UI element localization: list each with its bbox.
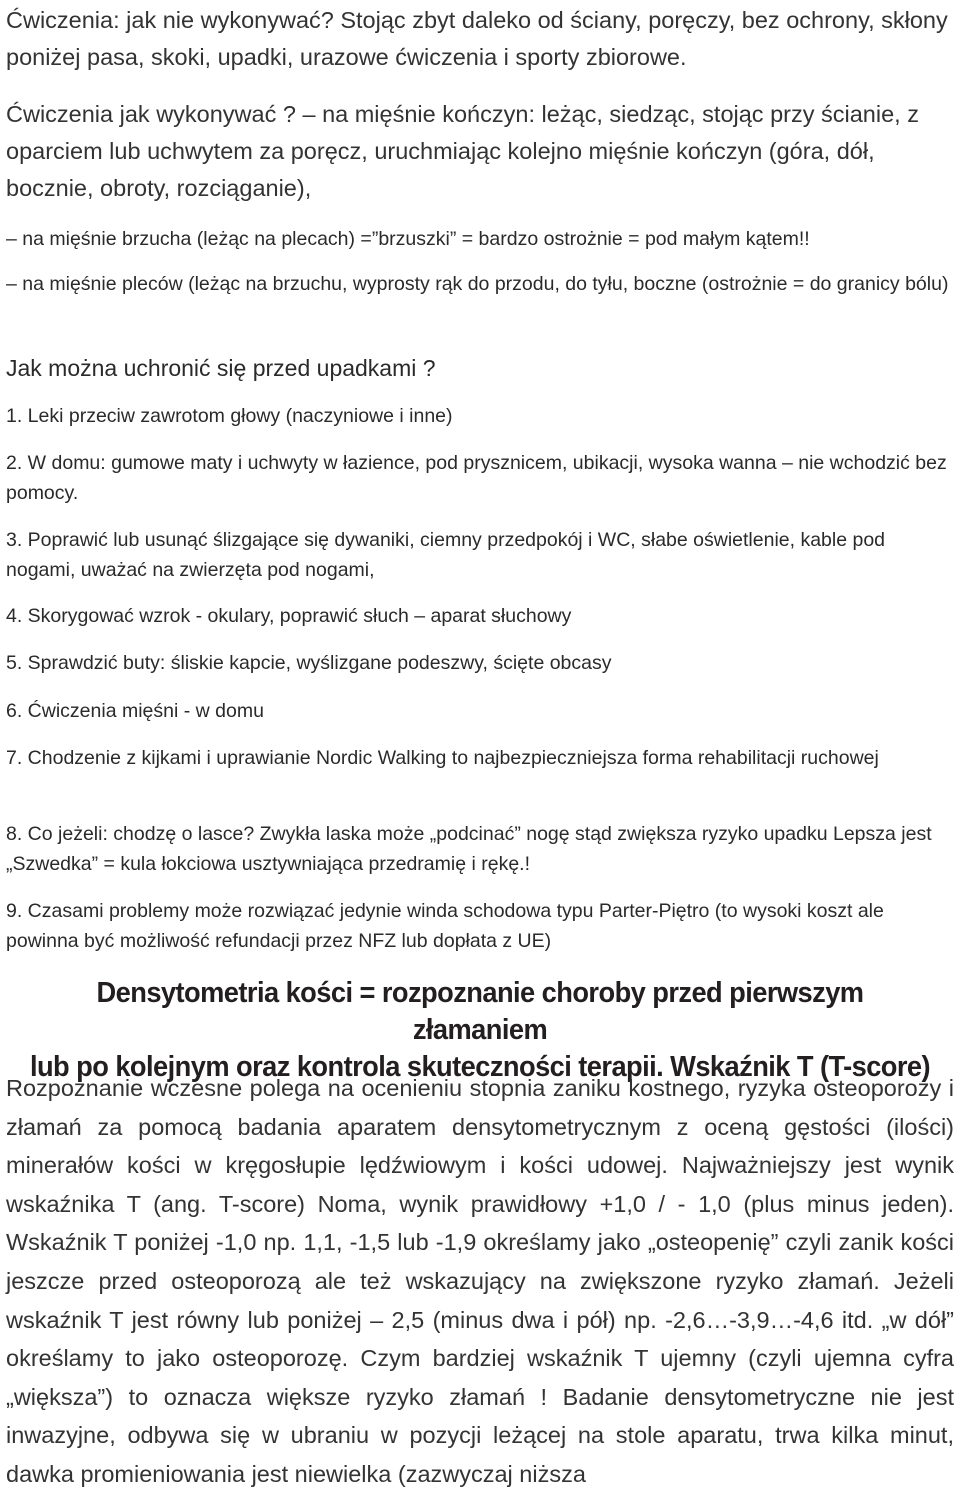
list-item-5: 5. Sprawdzić buty: śliskie kapcie, wyślizgane podeszwy, ścięte obcasy (6, 652, 612, 674)
list-item-4: 4. Skorygować wzrok - okulary, poprawić słuch – aparat słuchowy (6, 605, 572, 627)
list-item-6: 6. Ćwiczenia mięśni - w domu (6, 700, 264, 722)
dash-item-back: – na mięśnie pleców (leżąc na brzuchu, wyprosty rąk do przodu, do tyłu, boczne (ostrożnie = do granicy bólu) (6, 273, 949, 295)
list-item-3: 3. Poprawić lub usunąć ślizgające się dywaniki, ciemny przedpokój i WC, słabe oświetlenie, kable pod nogami, uważać na zwierzęta pod nogami, (6, 529, 886, 581)
densitometry-paragraph: Rozpoznanie wczesne polega na ocenieniu stopnia zaniku kostnego, ryzyka osteoporozy i złamań za pomocą badania aparatem densytometrycznym z oceną gęstości (ilości) minerałów kości w kręgosłupie lędźwiowym i kości udowej. Najważniejszy jest wynik wskaźnika T (ang. T-score) Noma, wynik prawidłowy +1,0 / - 1,0 (plus minus jeden). Wskaźnik T poniżej -1,0 np. 1,1, -1,5 lub -1,9 określamy jako „osteopenię” czyli zanik kości jeszcze przed osteoporozą ale też wskazujący na zwiększone ryzyko złamań. Jeżeli wskaźnik T jest równy lub poniżej – 2,5 (minus dwa i pół) np. -2,6…-3,9…-4,6 itd. „w dół” określamy to jako osteoporozę. Czym bardziej wskaźnik T ujemny (czyli ujemna cyfra „większa”) to oznacza większe ryzyko złamań ! Badanie densytometryczne nie jest inwazyjne, odbywa się w ubraniu w pozycji leżącej na stole aparatu, trwa kilka minut, dawka promieniowania jest niewielka (zazwyczaj niższa (6, 1075, 954, 1487)
list-item-1: 1. Leki przeciw zawrotom głowy (naczyniowe i inne) (6, 405, 453, 427)
intro-paragraph-dont: Ćwiczenia: jak nie wykonywać? Stojąc zbyt daleko od ściany, poręczy, bez ochrony, skłony poniżej pasa, skoki, upadki, urazowe ćwiczenia i sporty zbiorowe. (6, 7, 948, 70)
section-heading-line-1: Densytometria kości = rozpoznanie choroby przed pierwszym złamaniem (96, 977, 864, 1046)
list-item-8: 8. Co jeżeli: chodzę o lasce? Zwykła laska może „podcinać” nogę stąd zwiększa ryzyko upadku Lepsza jest „Szwedka” = kula łokciowa usztywniająca przedramię i rękę.! (6, 823, 932, 875)
intro-paragraph-do: Ćwiczenia jak wykonywać ? – na mięśnie kończyn: leżąc, siedząc, stojąc przy ścianie, z oparciem lub uchwytem za poręcz, uruchmiając kolejno mięśnie kończyn (góra, dół, bocznie, obroty, rozciąganie), (6, 101, 919, 201)
list-item-2: 2. W domu: gumowe maty i uchwyty w łazience, pod prysznicem, ubikacji, wysoka wanna – nie wchodzić bez pomocy. (6, 452, 947, 504)
dash-item-abdominal: – na mięśnie brzucha (leżąc na plecach) =”brzuszki” = bardzo ostrożnie = pod małym kątem!! (6, 228, 810, 250)
question-heading: Jak można uchronić się przed upadkami ? (6, 355, 436, 381)
section-heading-line-2: lub po kolejnym oraz kontrola skuteczności terapii. Wskaźnik T (T-score) (29, 1051, 931, 1083)
list-item-7: 7. Chodzenie z kijkami i uprawianie Nordic Walking to najbezpieczniejsza forma rehabilitacji ruchowej (6, 747, 879, 769)
list-item-9: 9. Czasami problemy może rozwiązać jedynie winda schodowa typu Parter-Piętro (to wysoki koszt ale powinna być możliwość refundacji przez NFZ lub dopłata z UE) (6, 900, 884, 952)
